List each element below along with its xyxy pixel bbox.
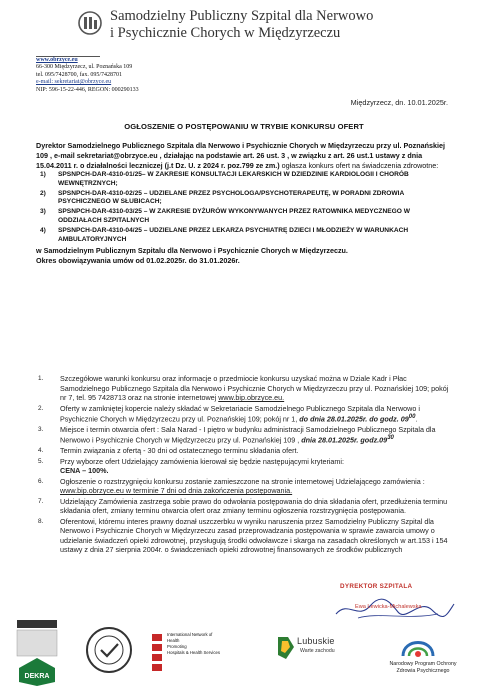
nip-regon: NIP: 596-15-22-446, REGON: 000290133 bbox=[36, 86, 139, 93]
intro-paragraph: Dyrektor Samodzielnego Publicznego Szpitala dla Nerwowo i Psychicznie Chorych w Międzyrzeczu przy ul. Poznańskiej 109 , e-mail sekretariat@obrzyce.eu , działając na podstawie art. 26 ust. 3 , w związku z art. 26 ust.1 ustawy z dnia 15.04.2011 r. o działalności leczniczej (j.t Dz. U. z 2024 r. poz.799 ze zm.) ogłasza konkurs ofert na świadczenia zdrowotne: bbox=[36, 141, 445, 170]
condition-item: 2. Oferty w zamkniętej kopercie należy składać w Sekretariacie Samodzielnego Publicznego Szpitala dla Nerwowo i Psychicznie Chorych w Międzyrzeczu przy ul. Poznańskiej 109; pokój nr 1, do dnia 28.01.2025r. do godz. $09^{00}$. bbox=[38, 403, 420, 424]
category-item: 1) SPSNPCH-DAR-4310-01/25– W ZAKRESIE KONSULTACJI LEKARSKICH W DZIEDZINIE KARDIOLOGII I CHORÓB WEWNĘTRZNYCH; bbox=[40, 170, 409, 187]
condition-item: 4. Termin związania z ofertą - 30 dni od ostatecznego terminu składania ofert. bbox=[38, 446, 299, 456]
lubuskie-slogan: Warte zachodu bbox=[300, 648, 335, 654]
address: 66-300 Międzyrzecz, ul. Poznańska 109 bbox=[36, 64, 133, 71]
npo-program-text: Narodowy Program Ochrony Zdrowia Psychicznego bbox=[389, 661, 457, 674]
condition-item: 6. Ogłoszenie o rozstrzygnięciu konkursu zostanie zamieszczone na stronie internetowej Udzielającego zamówienia : www.bip.obrzyce.eu w terminie 7 dni od dnia zakończenia postępowania. bbox=[38, 476, 425, 496]
offer-period: Okres obowiązywania umów od 01.02.2025r. do 31.01.2026r. bbox=[36, 255, 240, 265]
intro-section bbox=[36, 141, 454, 266]
page-title: OGŁOSZENIE O POSTĘPOWANIU W TRYBIE KONKURSU OFERT bbox=[124, 122, 364, 131]
condition-item: 1. Szczegółowe warunki konkursu oraz informacje o przedmiocie konkursu uzyskać można w Dziale Kadr i Płac Samodzielnego Publicznego Szpitala dla Nerwowo i Psychicznie Chorych w Międzyrzeczu przy ul. Poznańskiej 109; pokój nr 7, tel. 95 7428713 oraz na stronie internetowej www.bip.obrzyce.eu. bbox=[38, 374, 449, 402]
hospital-logo bbox=[78, 10, 102, 36]
bip-link[interactable]: www.bip.obrzyce.eu w terminie 7 dni od dnia zakończenia postępowania. bbox=[60, 486, 293, 496]
category-item: 3) SPSNPCH-DAR-4310-03/25 – W ZAKRESIE DYŻURÓW WYKONYWANYCH PRZEZ RATOWNIKA MEDYCZNEGO W ODDZIAŁACH SZPITALNYCH bbox=[40, 208, 410, 225]
condition-item: 3. Miejsce i termin otwarcia ofert : Sala Narad - I piętro w budynku administracji Samodzielnego Publicznego Szpitala dla Nerwowo i Psychicznie Chorych w Międzyrzeczu przy ul. Poznańskiej 109 , dnia 28.01.2025r. $godz.09^{30}$ bbox=[38, 424, 436, 445]
contact-block bbox=[36, 57, 139, 94]
bip-link[interactable]: www.bip.obrzyce.eu. bbox=[218, 393, 285, 402]
director-stamp: DYREKTOR SZPITALA bbox=[340, 583, 413, 590]
svg-text:DEKRA: DEKRA bbox=[24, 673, 50, 680]
closing-statement: w Samodzielnym Publicznym Szpitalu dla Nerwowo i Psychicznie Chorych w Międzyrzeczu. bbox=[36, 245, 348, 255]
quality-certificate-seal-icon bbox=[84, 625, 134, 675]
condition-item: 5. Przy wyborze ofert Udzielający zamówienia kierował się będzie następującymi kryteriami: CENA – 100%. bbox=[38, 456, 345, 476]
condition-item: 7. Udzielający Zamówienia zastrzega sobie prawo do odwołania postępowania do dnia składania ofert, przedłużenia terminu składania ofert, zmiany terminu otwarcia ofert oraz zmiany terminu ogłoszenia rozstrzygnięcia postępowania. bbox=[38, 496, 448, 516]
signatory-name: Ewa Lewicka-Michalewska bbox=[355, 604, 422, 610]
lubuskie-name: Lubuskie bbox=[297, 636, 335, 646]
institution-name: Samodzielny Publiczny Szpital dla Nerwowo i Psychicznie Chorych w Międzyrzeczu bbox=[110, 8, 374, 41]
phone-fax: tel. 095/7428700, fax. 095/7428701 bbox=[36, 71, 122, 78]
website-link[interactable]: www.obrzyce.eu bbox=[36, 57, 78, 63]
category-item: 2) SPSNPCH-DAR-4310-02/25 – UDZIELANE PRZEZ PSYCHOLOGA/PSYCHOTERAPEUTĘ, W PORADNI ZDROWIA PSYCHICZNEGO W SŁUBICACH; bbox=[40, 189, 404, 206]
hph-network-text: International Network of Health Promoting Hospitals & Health Services bbox=[167, 632, 221, 655]
conditions-list bbox=[38, 374, 456, 556]
dekra-certification-logo bbox=[14, 620, 60, 686]
email-link[interactable]: e-mail: sekretariat@obrzyce.eu bbox=[36, 79, 112, 86]
condition-item: 8. Oferentowi, któremu interes prawny doznał uszczerbku w wyniku naruszenia przez Samodzielny Publiczny Szpital dla Nerwowo i Psychicznie Chorych w Międzyrzeczu zasad przeprowadzania postępowania w sprawie zawarcia umowy o udzielanie świadczeń opieki zdrowotnej, przysługują środki odwoławcze i skarga na zasadach określonych w art.153 i 154 ustawy z dnia 27 sierpnia 2004r. o świadczeniach opieki zdrowotnej finansowanych ze środków publicznych bbox=[38, 516, 448, 555]
date-line: Międzyrzecz, dn. 10.01.2025r. bbox=[350, 98, 448, 107]
category-item: 4) SPSNPCH-DAR-4310-04/25 – UDZIELANE PRZEZ LEKARZA PSYCHIATRĘ DZIECI I MŁODZIEŻY W WARUNKACH AMBULATORYJNYCH bbox=[40, 227, 409, 244]
npo-program-logo bbox=[373, 624, 463, 684]
category-list bbox=[36, 171, 454, 245]
